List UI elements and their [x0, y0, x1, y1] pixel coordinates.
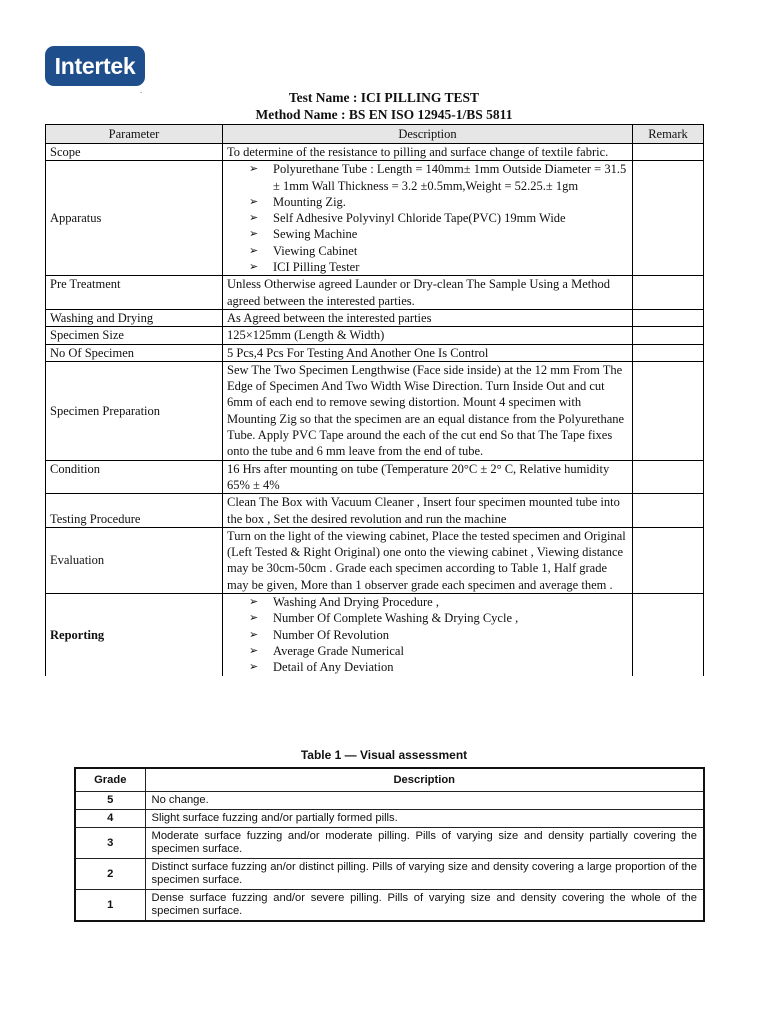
grade-row [75, 810, 704, 828]
remark-cell [633, 144, 704, 161]
remark-cell [633, 276, 704, 310]
table-row-condition [46, 460, 704, 494]
list-item: ➢ Average Grade Numerical [249, 643, 628, 659]
remark-cell [633, 527, 704, 593]
table-row-washing-drying [46, 309, 704, 326]
remark-cell [633, 361, 704, 460]
description-cell: 5 Pcs,4 Pcs For Testing And Another One Is Control [223, 344, 633, 361]
apparatus-list [227, 161, 628, 275]
intertek-logo: Intertek [45, 46, 145, 86]
table-row-apparatus [46, 161, 704, 276]
table-row-no-of-specimen [46, 344, 704, 361]
grade-description: Distinct surface fuzzing an/or distinct pilling. Pills of varying size and density covering a large proportion of the specimen surface. [145, 859, 704, 890]
table-row-testing-procedure [46, 494, 704, 528]
list-item: ➢ Washing And Drying Procedure , [249, 594, 628, 610]
column-header-description: Description [145, 768, 704, 792]
remark-cell [633, 309, 704, 326]
column-header-parameter: Parameter [46, 125, 223, 144]
grade-value: 4 [75, 810, 145, 828]
parameter-cell: Specimen Preparation [46, 361, 223, 460]
grade-description: Dense surface fuzzing and/or severe pilling. Pills of varying size and density covering the whole of the specimen surface. [145, 890, 704, 922]
list-item: ➢ Polyurethane Tube : Length = 140mm± 1mm Outside Diameter = 31.5 ± 1mm Wall Thickness = 3.2 ±0.5mm,Weight = 52.25.± 1gm [249, 161, 628, 194]
grade-description: No change. [145, 792, 704, 810]
table-row-evaluation [46, 527, 704, 593]
remark-cell [633, 327, 704, 344]
table-row-scope [46, 144, 704, 161]
grade-row [75, 890, 704, 922]
description-cell: Sew The Two Specimen Lengthwise (Face side inside) at the 12 mm From The Edge of Specimen And Two Width Wise Direction. Turn Inside Out and cut 6mm of each end to remove sewing distortion. Mount 4 specimen with Mounting Zig so that the specimen are an equal distance from the Polyurethane Tube. Apply PVC Tape around the each of the cut end So that The Tape fixes onto the tube and 6 mm leave from the end of tube. [223, 361, 633, 460]
parameter-cell: Evaluation [46, 527, 223, 593]
column-header-description: Description [223, 125, 633, 144]
parameter-cell: Condition [46, 460, 223, 494]
test-parameters-table [45, 124, 704, 676]
grade-value: 5 [75, 792, 145, 810]
list-item: ➢ Self Adhesive Polyvinyl Chloride Tape(PVC) 19mm Wide [249, 210, 628, 226]
description-cell: As Agreed between the interested parties [223, 309, 633, 326]
list-item: ➢ Number Of Complete Washing & Drying Cycle , [249, 610, 628, 626]
description-cell [223, 594, 633, 676]
description-cell: To determine of the resistance to pilling and surface change of textile fabric. [223, 144, 633, 161]
description-cell: Unless Otherwise agreed Launder or Dry-clean The Sample Using a Method agreed between the interested parties. [223, 276, 633, 310]
reporting-list [227, 594, 628, 675]
grade-row [75, 859, 704, 890]
parameter-cell: Scope [46, 144, 223, 161]
table-row-specimen-size [46, 327, 704, 344]
grade-description: Slight surface fuzzing and/or partially formed pills. [145, 810, 704, 828]
description-cell: 125×125mm (Length & Width) [223, 327, 633, 344]
table-row-pre-treatment [46, 276, 704, 310]
grade-value: 2 [75, 859, 145, 890]
list-item: ➢ Viewing Cabinet [249, 243, 628, 259]
list-item: ➢ ICI Pilling Tester [249, 259, 628, 275]
document-title-block [0, 89, 768, 123]
description-cell: Turn on the light of the viewing cabinet, Place the tested specimen and Original (Left Tested & Right Original) one onto the viewing cabinet , Viewing distance may be 30cm-50cm . Grade each specimen according to Table 1, Half grade may be given, More than 1 observer grade each specimen and average them . [223, 527, 633, 593]
grade-value: 3 [75, 828, 145, 859]
logo-mark: . [140, 86, 143, 95]
description-cell: Clean The Box with Vacuum Cleaner , Insert four specimen mounted tube into the box , Set the desired revolution and run the machine [223, 494, 633, 528]
remark-cell [633, 344, 704, 361]
grade-value: 1 [75, 890, 145, 922]
table-row-specimen-preparation [46, 361, 704, 460]
parameter-cell: Reporting [46, 594, 223, 676]
list-item: ➢ Detail of Any Deviation [249, 659, 628, 675]
test-name: Test Name : ICI PILLING TEST [288, 90, 480, 105]
list-item: ➢ Sewing Machine [249, 226, 628, 242]
table-header-row [46, 125, 704, 144]
remark-cell [633, 594, 704, 676]
remark-cell [633, 494, 704, 528]
description-cell: 16 Hrs after mounting on tube (Temperature 20°C ± 2° C, Relative humidity 65% ± 4% [223, 460, 633, 494]
grade-row [75, 792, 704, 810]
grade-row [75, 828, 704, 859]
column-header-remark: Remark [633, 125, 704, 144]
remark-cell [633, 460, 704, 494]
grade-description: Moderate surface fuzzing and/or moderate pilling. Pills of varying size and density partially covering the specimen surface. [145, 828, 704, 859]
table1-title: Table 1 — Visual assessment [300, 748, 468, 762]
description-cell [223, 161, 633, 276]
parameter-cell: Apparatus [46, 161, 223, 276]
table-row-reporting [46, 594, 704, 676]
parameter-cell: No Of Specimen [46, 344, 223, 361]
parameter-cell: Washing and Drying [46, 309, 223, 326]
parameter-cell: Pre Treatment [46, 276, 223, 310]
column-header-grade: Grade [75, 768, 145, 792]
visual-assessment-table [74, 767, 705, 922]
parameter-cell: Specimen Size [46, 327, 223, 344]
remark-cell [633, 161, 704, 276]
parameter-cell: Testing Procedure [46, 494, 223, 528]
grade-table-header-row [75, 768, 704, 792]
list-item: ➢ Mounting Zig. [249, 194, 628, 210]
list-item: ➢ Number Of Revolution [249, 627, 628, 643]
method-name: Method Name : BS EN ISO 12945-1/BS 5811 [255, 107, 513, 122]
